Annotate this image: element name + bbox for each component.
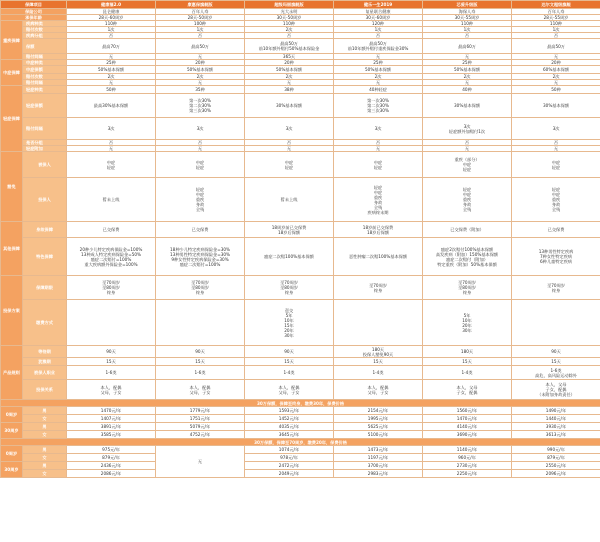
- price-cell: 3690元/年: [423, 431, 512, 439]
- table-row: [1, 238, 600, 276]
- price-cell: 2730元/年: [423, 462, 512, 470]
- table-cell: 无: [245, 146, 334, 152]
- table-cell: 90天: [67, 346, 156, 358]
- row-label: 中症种类: [23, 60, 67, 66]
- table-cell: 无: [512, 146, 600, 152]
- table-cell: 365天: [245, 54, 334, 60]
- price-cell: 990元/年: [512, 446, 600, 454]
- table-cell: 无: [334, 54, 423, 60]
- row-label: 赔付次数: [23, 74, 67, 80]
- table-cell: 无: [423, 80, 512, 86]
- table-cell: 180天: [423, 346, 512, 358]
- table-cell: 否: [156, 33, 245, 39]
- table-cell: 1次: [67, 27, 156, 33]
- table-cell: 20种: [512, 60, 600, 66]
- column-header: 健乐一生2019: [334, 1, 423, 9]
- row-label: 投保关系: [23, 380, 67, 400]
- price-cell: 1995元/年: [334, 415, 423, 423]
- price-cell: 3700元/年: [334, 462, 423, 470]
- table-cell: 2次: [512, 74, 600, 80]
- row-label: 疾病种类: [23, 21, 67, 27]
- table-cell: 百年人寿: [512, 9, 600, 15]
- price-cell: 1407元/年: [67, 415, 156, 423]
- table-cell: 1-4类: [334, 366, 423, 380]
- category-label: 重疾保障: [1, 21, 23, 60]
- table-cell: 否: [156, 140, 245, 146]
- section-title: 30万保额，保障至70周岁，缴费20年，保费价格: [1, 439, 600, 446]
- table-cell: 否: [245, 140, 334, 146]
- price-cell: 1751元/年: [156, 415, 245, 423]
- table-cell: 50%基本保额: [334, 66, 423, 74]
- table-cell: 50%基本保额: [423, 66, 512, 74]
- table-cell: 30%基本保额: [512, 94, 600, 118]
- price-cell: 3613元/年: [512, 431, 600, 439]
- table-cell: 最高50万 前10年额外赔付重疾保险金30%: [334, 39, 423, 54]
- table-row: [1, 366, 600, 380]
- price-cell: 3891元/年: [67, 423, 156, 431]
- table-cell: 1次: [423, 27, 512, 33]
- table-cell: 3次: [156, 118, 245, 140]
- table-cell: 28天-50周岁: [156, 15, 245, 21]
- table-cell: 昆仑健康: [67, 9, 156, 15]
- row-label: 轻症保额: [23, 94, 67, 118]
- table-cell: 已交保费: [156, 222, 245, 238]
- table-cell: 轻症 中症 重疾 身故 全残: [512, 178, 600, 222]
- price-cell: 1452元/年: [245, 415, 334, 423]
- row-label: 保障期限: [23, 276, 67, 300]
- table-cell: 18周岁前已交保费 18岁后保额: [245, 222, 334, 238]
- table-cell: 轻症 中症 重疾 身故 全残: [156, 178, 245, 222]
- table-cell: 30天-60周岁: [334, 15, 423, 21]
- table-cell: 50%基本保额: [156, 66, 245, 74]
- table-cell: 癌症二次赔100%基本保额: [245, 238, 334, 276]
- gender-label: 男: [23, 407, 67, 415]
- table-cell: 最高50万: [512, 39, 600, 54]
- table-cell: 1-6类: [156, 366, 245, 380]
- table-cell: [334, 300, 423, 346]
- table-cell: [156, 300, 245, 346]
- table-row: [1, 446, 600, 454]
- table-cell: 最高50万 前10年额外赔付50%基本保险金: [245, 39, 334, 54]
- column-header: 芯爱升级版: [423, 1, 512, 9]
- table-cell: 2次: [156, 74, 245, 80]
- table-cell: 20种: [245, 60, 334, 66]
- table-cell: 光大永明: [245, 9, 334, 15]
- table-cell: 无: [67, 80, 156, 86]
- table-row: [1, 66, 600, 74]
- price-cell: 2436元/年: [67, 462, 156, 470]
- column-header: 保障项目: [1, 1, 67, 9]
- table-cell: 否: [334, 33, 423, 39]
- table-cell: 已交保费: [512, 222, 600, 238]
- table-cell: 无: [423, 146, 512, 152]
- price-cell: 1473元/年: [334, 446, 423, 454]
- gender-label: 女: [23, 454, 67, 462]
- table-row: [1, 222, 600, 238]
- table-cell: [67, 300, 156, 346]
- price-cell: 2472元/年: [245, 462, 334, 470]
- table-cell: 1次: [512, 27, 600, 33]
- table-cell: 中症 轻症: [245, 152, 334, 178]
- price-cell: 4752元/年: [156, 431, 245, 439]
- table-cell: 110种: [423, 21, 512, 27]
- price-cell: 4035元/年: [245, 423, 334, 431]
- table-row: [1, 276, 600, 300]
- price-cell: 3930元/年: [512, 423, 600, 431]
- table-cell: 否: [512, 33, 600, 39]
- row-label: 赔付间隔: [23, 80, 67, 86]
- table-cell: 本人，配偶 父母，子女: [245, 380, 334, 400]
- table-cell: 恶性肿瘤二次赔100%基本保额: [334, 238, 423, 276]
- table-row: [1, 454, 600, 462]
- table-cell: 3次 轻症额外加赔付1次: [423, 118, 512, 140]
- table-cell: 本人，配偶 父母，子女: [156, 380, 245, 400]
- table-cell: 中症 轻症: [156, 152, 245, 178]
- row-label: 身故保障: [23, 222, 67, 238]
- table-cell: 40种轻症: [334, 86, 423, 94]
- row-label: 特色保障: [23, 238, 67, 276]
- table-cell: 本人，配偶 父母，子女: [67, 380, 156, 400]
- row-label: 赔付间隔: [23, 54, 67, 60]
- table-cell: 13种男性特定疾病 7种女性特定疾病 6种儿童特定疾病: [512, 238, 600, 276]
- table-cell: 至70周岁 至80周岁 终身: [156, 276, 245, 300]
- table-row: [1, 400, 600, 407]
- table-cell: 2次: [245, 74, 334, 80]
- row-label: 赔付间隔: [23, 118, 67, 140]
- table-cell: 最高50万: [156, 39, 245, 54]
- table-cell: 50%基本保额: [67, 66, 156, 74]
- table-cell: 最高70万: [67, 39, 156, 54]
- table-cell: 90天: [245, 346, 334, 358]
- table-cell: 30天-50周岁: [245, 15, 334, 21]
- table-row: [1, 439, 600, 446]
- table-row: [1, 431, 600, 439]
- table-row: [1, 152, 600, 178]
- price-cell: 2250元/年: [423, 470, 512, 478]
- table-cell: 本人，父母 子女，配偶: [423, 380, 512, 400]
- table-cell: 否: [67, 33, 156, 39]
- category-label: 轻症保障: [1, 86, 23, 152]
- table-cell: 1次: [156, 27, 245, 33]
- age-label: 30周岁: [1, 462, 23, 478]
- table-cell: 否: [423, 140, 512, 146]
- table-cell: 无: [156, 80, 245, 86]
- table-cell: [512, 300, 600, 346]
- table-cell: 3次: [67, 118, 156, 140]
- table-cell: 40种: [423, 86, 512, 94]
- row-label: 赔付次数: [23, 27, 67, 33]
- row-label: 缴费方式: [23, 300, 67, 346]
- table-cell: 无: [334, 80, 423, 86]
- price-cell: 5079元/年: [156, 423, 245, 431]
- table-row: [1, 300, 600, 346]
- age-label: 30周岁: [1, 423, 23, 439]
- price-cell: 4140元/年: [423, 423, 512, 431]
- table-cell: 20种少儿特定疾病保险金=100% 13种成人特定疾病保险金=50% 癌症二次赔付=100% 重大疾病额外保险金=100%: [67, 238, 156, 276]
- table-cell: 3次: [334, 118, 423, 140]
- table-cell: 至70周岁 终身: [512, 276, 600, 300]
- table-cell: 否: [512, 140, 600, 146]
- table-row: [1, 86, 600, 94]
- table-cell: 轻症 中症 重疾 身故 全残: [423, 178, 512, 222]
- price-cell: 1779元/年: [156, 407, 245, 415]
- price-cell: 879元/年: [512, 454, 600, 462]
- gender-label: 男: [23, 446, 67, 454]
- row-label: 投保人: [23, 178, 67, 222]
- table-cell: 至70周岁 至80周岁 终身: [245, 276, 334, 300]
- table-cell: 1-6类 高危，高风险运动除外: [512, 366, 600, 380]
- table-cell: 110种: [512, 21, 600, 27]
- row-label: 保险公司: [1, 9, 67, 15]
- table-row: [1, 346, 600, 358]
- gender-label: 女: [23, 415, 67, 423]
- table-cell: 无: [512, 80, 600, 86]
- table-cell: 轻症 中症 重疾 身故 全残 疾病终末期: [334, 178, 423, 222]
- table-cell: 海保人寿: [423, 9, 512, 15]
- table-header: [1, 1, 600, 9]
- row-label: 等待期: [23, 346, 67, 358]
- row-label: 轻症附加: [23, 146, 67, 152]
- gender-label: 男: [23, 462, 67, 470]
- price-cell: 978元/年: [245, 454, 334, 462]
- category-label: 产品规则: [1, 346, 23, 400]
- price-cell: 2154元/年: [334, 407, 423, 415]
- table-cell: 15天: [423, 358, 512, 366]
- table-cell: 否: [67, 140, 156, 146]
- table-cell: 本人，配偶 父母，子女: [334, 380, 423, 400]
- table-row: [1, 118, 600, 140]
- table-cell: 30天-55周岁: [423, 15, 512, 21]
- table-cell: 18岁前已交保费 18岁后保额: [334, 222, 423, 238]
- price-cell: 975元/年: [67, 446, 156, 454]
- table-cell: 15天: [156, 358, 245, 366]
- age-label: 0周岁: [1, 446, 23, 462]
- price-cell: 1593元/年: [245, 407, 334, 415]
- table-cell: 50%基本保额: [245, 66, 334, 74]
- table-cell: 15天: [67, 358, 156, 366]
- table-cell: 重疾（部分） 中症 轻症: [423, 152, 512, 178]
- table-cell: 无: [156, 146, 245, 152]
- table-cell: 2次: [423, 74, 512, 80]
- table-cell: 无: [245, 80, 334, 86]
- table-cell: 30%基本保额: [423, 94, 512, 118]
- table-cell: 无: [334, 146, 423, 152]
- table-cell: 本人，父母 子女，配偶 （未附加身故责任）: [512, 380, 600, 400]
- table-cell: 1-6类: [67, 366, 156, 380]
- table-row: [1, 380, 600, 400]
- column-header: 健康福2.0: [67, 1, 156, 9]
- table-row: [1, 39, 600, 54]
- table-cell: 100种: [156, 21, 245, 27]
- table-cell: 无: [512, 54, 600, 60]
- table-cell: 1次: [334, 27, 423, 33]
- table-cell: 最高60万: [423, 39, 512, 54]
- price-cell: 3645元/年: [245, 431, 334, 439]
- gender-label: 男: [23, 423, 67, 431]
- table-cell: 28天-55周岁: [512, 15, 600, 21]
- column-header: 康惠保旗舰版: [156, 1, 245, 9]
- table-cell: 30%基本保额: [245, 94, 334, 118]
- age-label: 0周岁: [1, 407, 23, 423]
- price-cell: 1074元/年: [245, 446, 334, 454]
- price-cell: 2096元/年: [512, 470, 600, 478]
- table-cell: 25种: [67, 60, 156, 66]
- table-cell: 癌症2次赔付100%基本保额 高发疾病（附加）150%基本保额 癌症二次赔付（附加） 特定重疾（附加）50%基本保额: [423, 238, 512, 276]
- table-cell: 第一次30% 第二次30% 第三次30%: [156, 94, 245, 118]
- row-label: 承保年龄: [1, 15, 67, 21]
- no-plan-cell: 无: [156, 446, 245, 478]
- table-cell: 50种: [67, 86, 156, 94]
- table-cell: 15天: [512, 358, 600, 366]
- table-cell: 否: [334, 140, 423, 146]
- price-cell: 2049元/年: [245, 470, 334, 478]
- table-cell: 第一次30% 第二次30% 第三次30%: [334, 94, 423, 118]
- table-row: [1, 470, 600, 478]
- table-row: [1, 462, 600, 470]
- row-label: 被保人: [23, 152, 67, 178]
- table-cell: 已交保费（附加）: [423, 222, 512, 238]
- table-cell: 15天: [245, 358, 334, 366]
- table-cell: 90天: [512, 346, 600, 358]
- row-label: 被保人职业: [23, 366, 67, 380]
- table-cell: 60%基本保额: [512, 66, 600, 74]
- table-row: [1, 407, 600, 415]
- price-cell: 1197元/年: [334, 454, 423, 462]
- table-cell: 无: [423, 54, 512, 60]
- table-cell: 180天 投保人豁免90天: [334, 346, 423, 358]
- table-cell: 暂未上线: [245, 178, 334, 222]
- table-cell: 35种: [156, 86, 245, 94]
- row-label: 疾病分组: [23, 33, 67, 39]
- price-cell: 2086元/年: [67, 470, 156, 478]
- gender-label: 女: [23, 470, 67, 478]
- price-cell: 960元/年: [423, 454, 512, 462]
- table-cell: 至70周岁 终身: [334, 276, 423, 300]
- table-cell: 20种: [156, 60, 245, 66]
- table-cell: 已交保费: [67, 222, 156, 238]
- section-title: 30万保额，保障至终身，缴费30年，保费价格: [1, 400, 600, 407]
- price-cell: 5625元/年: [334, 423, 423, 431]
- category-label: 投保方案: [1, 276, 23, 346]
- table-cell: 至70周岁 至80周岁 终身: [67, 276, 156, 300]
- price-cell: 2983元/年: [334, 470, 423, 478]
- table-cell: 38种: [245, 86, 334, 94]
- category-label: 豁免: [1, 152, 23, 222]
- table-cell: 最高30%基本保额: [67, 94, 156, 118]
- price-cell: 1140元/年: [423, 446, 512, 454]
- price-cell: 2550元/年: [512, 462, 600, 470]
- table-cell: 90天: [156, 346, 245, 358]
- table-cell: 否: [245, 33, 334, 39]
- table-cell: 暂未上线: [67, 178, 156, 222]
- table-cell: 复星联合健康: [334, 9, 423, 15]
- table-row: [1, 94, 600, 118]
- column-header: 达尔文超级旗舰: [512, 1, 600, 9]
- table-cell: 25种: [423, 60, 512, 66]
- price-cell: 3585元/年: [67, 431, 156, 439]
- table-cell: 1-4类: [423, 366, 512, 380]
- row-label: 犹豫期: [23, 358, 67, 366]
- table-cell: 否: [423, 33, 512, 39]
- table-cell: 3次: [512, 118, 600, 140]
- price-cell: 5100元/年: [334, 431, 423, 439]
- table-cell: 百年人寿: [156, 9, 245, 15]
- price-cell: 1470元/年: [67, 407, 156, 415]
- table-row: [1, 423, 600, 431]
- table-cell: 2次: [334, 74, 423, 80]
- table-cell: 无: [67, 54, 156, 60]
- table-cell: 3次: [245, 118, 334, 140]
- gender-label: 女: [23, 431, 67, 439]
- table-row: [1, 178, 600, 222]
- column-header: 超级玛丽旗舰版: [245, 1, 334, 9]
- row-label: 中症保额: [23, 66, 67, 74]
- table-cell: 2次: [67, 74, 156, 80]
- table-cell: 28天-60周岁: [67, 15, 156, 21]
- price-cell: 1440元/年: [512, 415, 600, 423]
- row-label: 保额: [23, 39, 67, 54]
- table-row: [1, 415, 600, 423]
- table-cell: 25种: [334, 60, 423, 66]
- price-cell: 1560元/年: [423, 407, 512, 415]
- row-label: 是否分组: [23, 140, 67, 146]
- table-cell: 趸交 5年 10年 15年 20年 30年: [245, 300, 334, 346]
- table-cell: 中症 轻症: [67, 152, 156, 178]
- price-cell: 879元/年: [67, 454, 156, 462]
- table-cell: 1-4类: [245, 366, 334, 380]
- category-label: 中症保障: [1, 60, 23, 86]
- table-cell: 5年 10年 20年 30年: [423, 300, 512, 346]
- price-cell: 1470元/年: [423, 415, 512, 423]
- table-cell: 15天: [334, 358, 423, 366]
- table-cell: 至70周岁 至80周岁 终身: [423, 276, 512, 300]
- table-cell: 50种: [512, 86, 600, 94]
- table-cell: 中症 轻症: [334, 152, 423, 178]
- table-cell: 120种: [334, 21, 423, 27]
- table-cell: 中症 轻症: [512, 152, 600, 178]
- row-label: 轻症种类: [23, 86, 67, 94]
- table-cell: 110种: [245, 21, 334, 27]
- table-row: [1, 358, 600, 366]
- table-cell: 无: [67, 146, 156, 152]
- price-cell: 1490元/年: [512, 407, 600, 415]
- table-cell: 110种: [67, 21, 156, 27]
- table-cell: 2次: [245, 27, 334, 33]
- category-label: 其他保障: [1, 222, 23, 276]
- table-cell: 无: [156, 54, 245, 60]
- table-cell: 18种少儿特定疾病保险金=30% 13种男性特定疾病保险金=30% 9种女性特定疾病保险金=30% 癌症二次赔付=100%: [156, 238, 245, 276]
